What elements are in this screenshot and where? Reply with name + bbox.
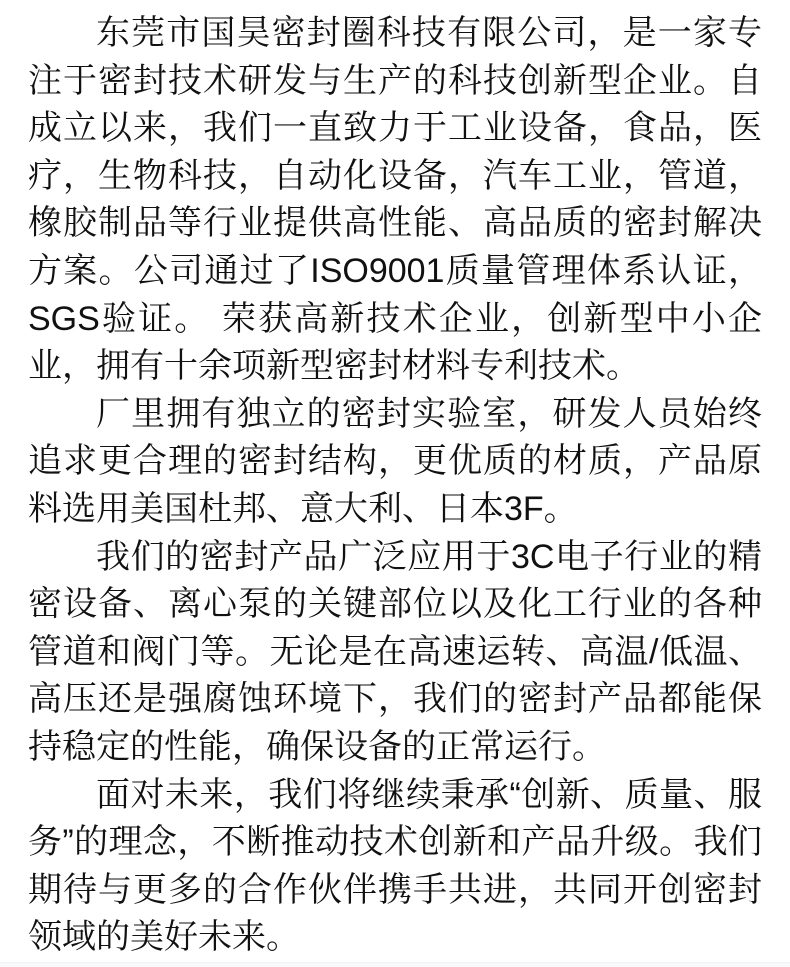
paragraph: 面对未来，我们将继续秉承“创新、质量、服务”的理念，不断推动技术创新和产品升级。我们期待与更多的合作伙伴携手共进，共同开创密封领域的美好未来。: [28, 775, 762, 957]
paragraph: 厂里拥有独立的密封实验室，研发人员始终追求更合理的密封结构，更优质的材质，产品原料选用美国杜邦、意大利、日本3F。: [28, 394, 762, 528]
bottom-divider: [0, 962, 790, 967]
paragraph: 东莞市国昊密封圈科技有限公司，是一家专注于密封技术研发与生产的科技创新型企业。自成立以来，我们一直致力于工业设备，食品，医疗，生物科技，自动化设备，汽车工业，管道，橡胶制品等行业提供高性能、高品质的密封解决方案。公司通过了ISO9001质量管理体系认证，SGS验证。 荣获高新技术企业，创新型中小企业，拥有十余项新型密封材料专利技术。: [28, 14, 762, 386]
paragraph: 我们的密封产品广泛应用于3C电子行业的精密设备、离心泵的关键部位以及化工行业的各种管道和阀门等。无论是在高速运转、高温/低温、高压还是强腐蚀环境下，我们的密封产品都能保持稳定的性能，确保设备的正常运行。: [28, 537, 762, 766]
